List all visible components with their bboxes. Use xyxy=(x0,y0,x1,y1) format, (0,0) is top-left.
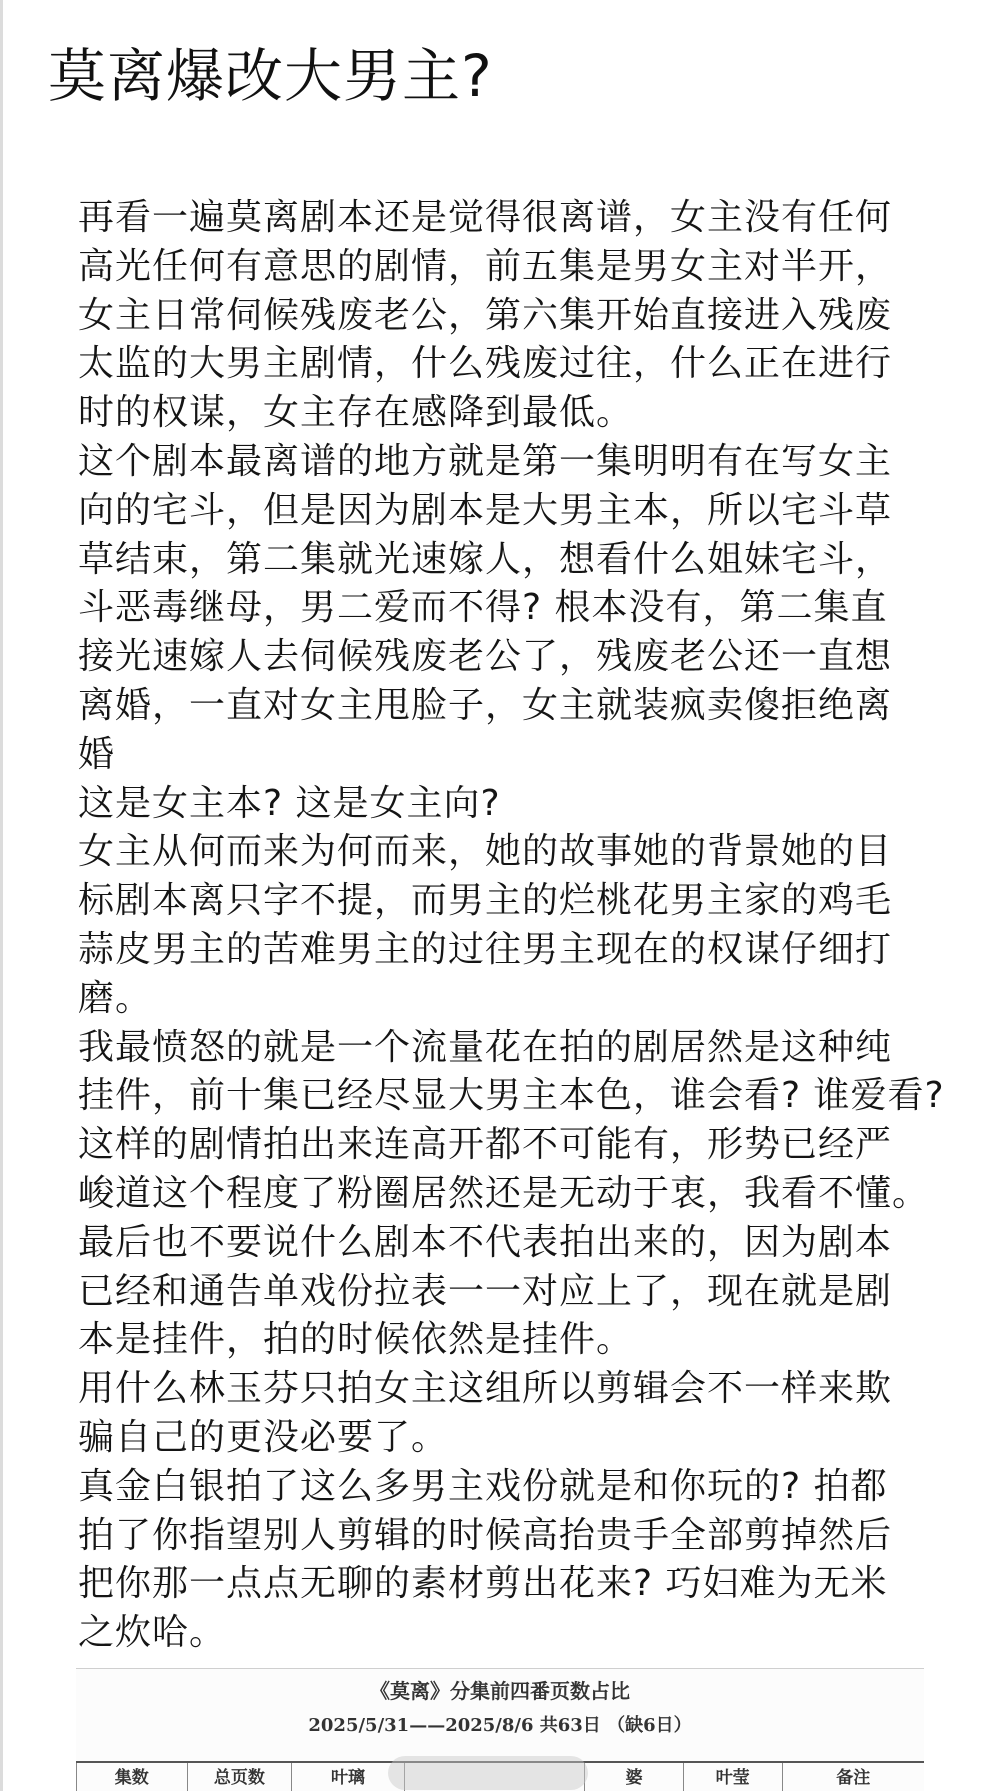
body-line: 女主日常伺候残废老公，第六集开始直接进入残废 xyxy=(78,294,893,336)
blurred-watermark xyxy=(388,1756,588,1790)
body-line: 真金白银拍了这么多男主戏份就是和你玩的? 拍都 xyxy=(78,1465,888,1507)
body-line: 这是女主本? 这是女主向? xyxy=(78,782,501,824)
body-line: 这个剧本最离谱的地方就是第一集明明有在写女主 xyxy=(78,440,893,482)
left-border xyxy=(0,0,3,1791)
table-header-cell: 叶璃 xyxy=(292,1763,405,1791)
body-line: 用什么林玉芬只拍女主这组所以剪辑会不一样来欺 xyxy=(78,1368,893,1410)
body-line: 向的宅斗，但是因为剧本是大男主本，所以宅斗草 xyxy=(78,489,893,531)
table-subtitle: 2025/5/31——2025/8/6 共63日 （缺6日） xyxy=(308,1715,692,1736)
body-line: 太监的大男主剧情，什么残废过往，什么正在进行 xyxy=(78,343,893,385)
body-line: 斗恶毒继母，男二爱而不得? 根本没有，第二集直 xyxy=(78,587,888,629)
body-line: 蒜皮男主的苦难男主的过往男主现在的权谋仔细打 xyxy=(78,928,893,970)
table-title: 《莫离》分集前四番页数占比 xyxy=(370,1679,630,1703)
body-line: 最后也不要说什么剧本不代表拍出来的，因为剧本 xyxy=(78,1221,893,1263)
body-line: 草结束，第二集就光速嫁人，想看什么姐妹宅斗， xyxy=(78,538,893,580)
table-header-cell: 集数 xyxy=(76,1763,188,1791)
body-line: 这样的剧情拍出来连高开都不可能有，形势已经严 xyxy=(78,1124,893,1166)
table-header-cell: 备注 xyxy=(836,1768,871,1788)
body-line: 高光任何有意思的剧情，前五集是男女主对半开， xyxy=(78,245,893,287)
body-line: 拍了你指望别人剪辑的时候高抬贵手全部剪掉然后 xyxy=(78,1514,893,1556)
body-line: 再看一遍莫离剧本还是觉得很离谱，女主没有任何 xyxy=(78,197,893,238)
body-line: 骗自己的更没必要了。 xyxy=(78,1416,449,1458)
table-header-cell: 婆 xyxy=(585,1763,684,1791)
post-body xyxy=(78,194,945,1658)
body-line: 之炊哈。 xyxy=(78,1612,227,1654)
body-line: 磨。 xyxy=(78,977,153,1019)
body-line: 把你那一点点无聊的素材剪出花来? 巧妇难为无米 xyxy=(78,1563,888,1605)
post-title: 莫离爆改大男主? xyxy=(48,42,493,110)
body-line: 离婚，一直对女主甩脸子，女主就装疯卖傻拒绝离 xyxy=(78,684,893,726)
body-line: 标剧本离只字不提，而男主的烂桃花男主家的鸡毛 xyxy=(78,880,893,922)
body-line: 本是挂件，拍的时候依然是挂件。 xyxy=(78,1319,634,1361)
body-line: 接光速嫁人去伺候残废老公了，残废老公还一直想 xyxy=(78,636,893,678)
body-line: 我最愤怒的就是一个流量花在拍的剧居然是这种纯 xyxy=(78,1026,893,1068)
table-header-cell: 总页数 xyxy=(188,1763,293,1791)
table-header-cell: 叶莹 xyxy=(684,1763,783,1791)
body-line: 时的权谋，女主存在感降到最低。 xyxy=(78,392,634,434)
body-line: 挂件，前十集已经尽显大男主本色，谁会看? 谁爱看? xyxy=(78,1075,945,1117)
body-line: 峻道这个程度了粉圈居然还是无动于衷，我看不懂。 xyxy=(78,1172,930,1214)
body-line: 女主从何而来为何而来，她的故事她的背景她的目 xyxy=(78,831,893,873)
body-line: 婚 xyxy=(78,733,116,775)
body-line: 已经和通告单戏份拉表一一对应上了，现在就是剧 xyxy=(78,1270,893,1312)
